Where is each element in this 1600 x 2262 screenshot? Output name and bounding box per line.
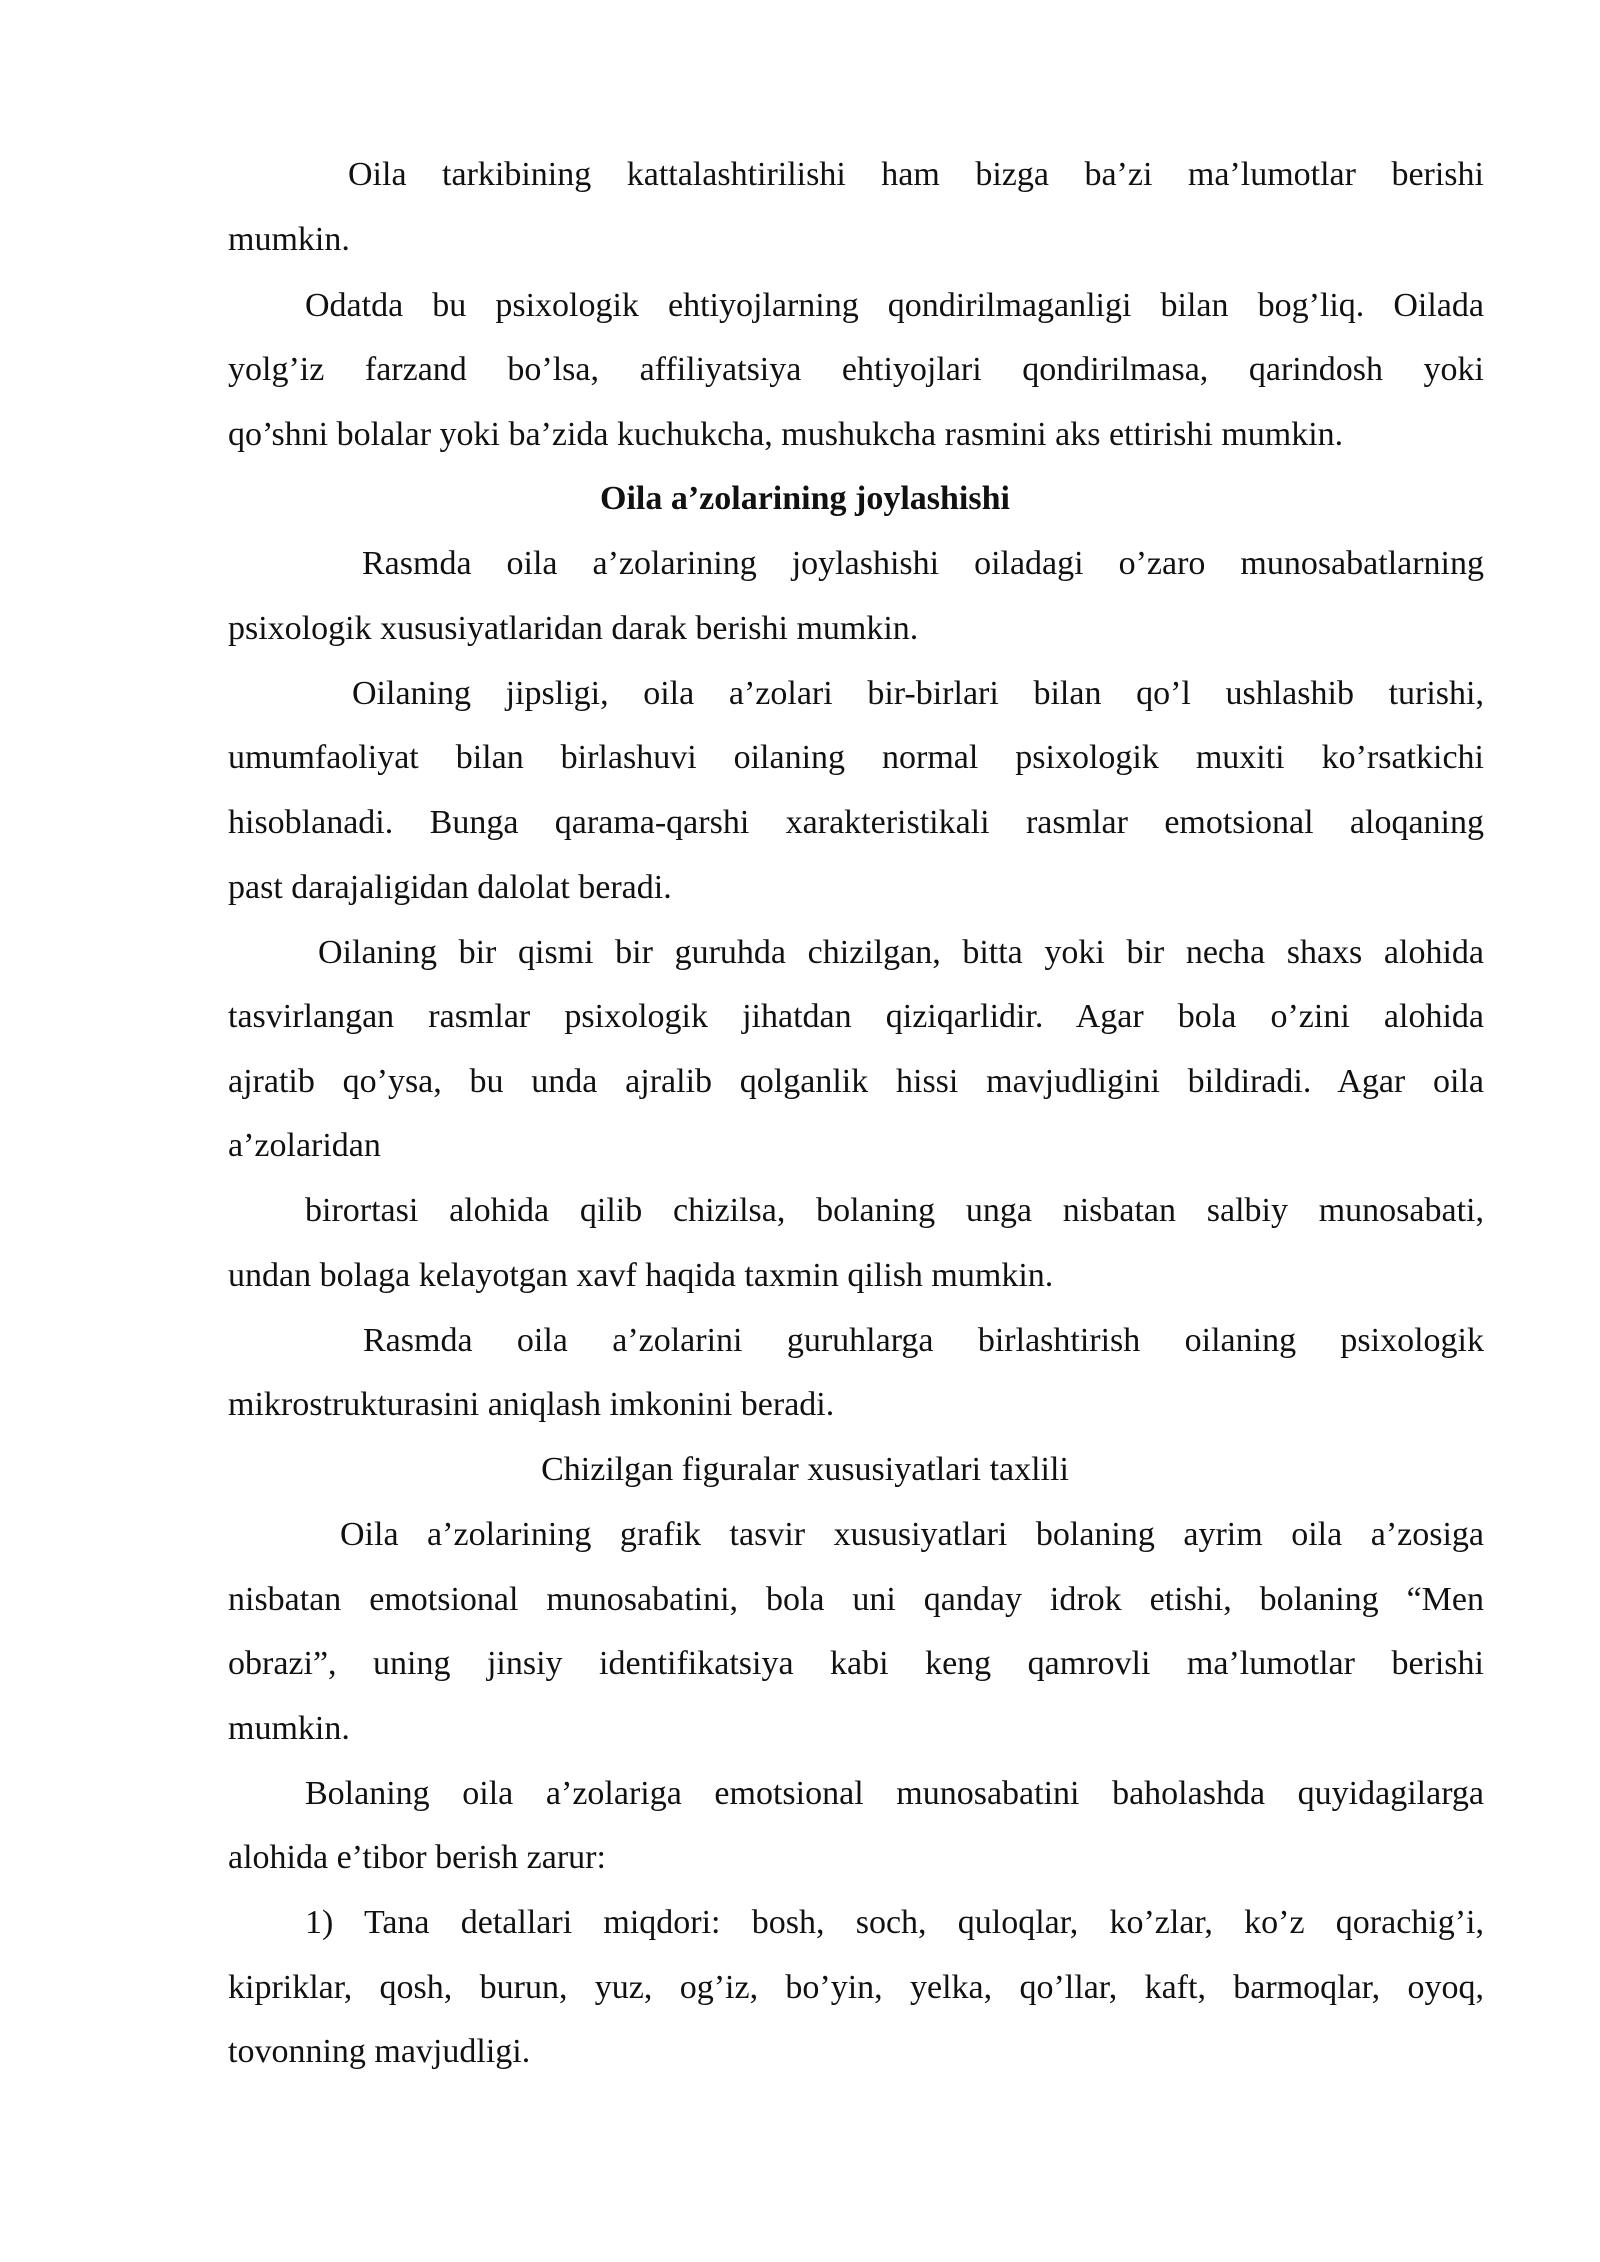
section-heading: Oila a’zolarining joylashishi [600,480,1010,517]
text-line: a’zolaridan [228,1127,381,1164]
text-line: mikrostrukturasini aniqlash imkonini beradi. [228,1386,835,1423]
text-line: tasvirlangan rasmlar psixologik jihatdan qiziqarlidir. Agar bola o’zini alohida [228,998,1484,1035]
text-line: Oila tarkibining kattalashtirilishi ham bizga ba’zi ma’lumotlar berishi [348,156,1484,193]
section-heading: Chizilgan figuralar xususiyatlari taxlili [541,1451,1069,1488]
text-line: birortasi alohida qilib chizilsa, bolaning unga nisbatan salbiy munosabati, [305,1192,1484,1229]
text-line: umumfaoliyat bilan birlashuvi oilaning normal psixologik muxiti ko’rsatkichi [228,739,1484,776]
text-line: nisbatan emotsional munosabatini, bola uni qanday idrok etishi, bolaning “Men [228,1581,1484,1618]
text-line: mumkin. [228,221,350,258]
text-line: yolg’iz farzand bo’lsa, affiliyatsiya ehtiyojlari qondirilmasa, qarindosh yoki [228,351,1484,388]
list-item: 1) Tana detallari miqdori: bosh, soch, quloqlar, ko’zlar, ko’z qorachig’i, [305,1904,1484,1941]
text-line: psixologik xususiyatlaridan darak berishi mumkin. [228,610,919,647]
text-line: Oilaning bir qismi bir guruhda chizilgan, bitta yoki bir necha shaxs alohida [318,934,1484,971]
text-line: mumkin. [228,1710,350,1747]
text-line: kipriklar, qosh, burun, yuz, og’iz, bo’yin, yelka, qo’llar, kaft, barmoqlar, oyoq, [228,1969,1484,2006]
text-line: Oilaning jipsligi, oila a’zolari bir-birlari bilan qo’l ushlashib turishi, [352,675,1484,712]
text-line: Rasmda oila a’zolarini guruhlarga birlashtirish oilaning psixologik [363,1322,1484,1359]
text-line: ajratib qo’ysa, bu unda ajralib qolganlik hissi mavjudligini bildiradi. Agar oila [228,1063,1484,1100]
text-line: Bolaning oila a’zolariga emotsional munosabatini baholashda quyidagilarga [305,1775,1484,1812]
text-line: tovonning mavjudligi. [228,2033,531,2070]
text-line: alohida e’tibor berish zarur: [228,1839,606,1876]
text-line: past darajaligidan dalolat beradi. [228,869,672,906]
text-line: Oila a’zolarining grafik tasvir xususiyatlari bolaning ayrim oila a’zosiga [340,1516,1484,1553]
text-line: obrazi”, uning jinsiy identifikatsiya kabi keng qamrovli ma’lumotlar berishi [228,1645,1484,1682]
text-line: hisoblanadi. Bunga qarama-qarshi xarakteristikali rasmlar emotsional aloqaning [228,804,1484,841]
text-line: qo’shni bolalar yoki ba’zida kuchukcha, mushukcha rasmini aks ettirishi mumkin. [228,416,1344,453]
text-line: undan bolaga kelayotgan xavf haqida taxmin qilish mumkin. [228,1257,1054,1294]
text-line: Rasmda oila a’zolarining joylashishi oiladagi o’zaro munosabatlarning [362,545,1484,582]
text-line: Odatda bu psixologik ehtiyojlarning qondirilmaganligi bilan bog’liq. Oilada [305,287,1484,324]
